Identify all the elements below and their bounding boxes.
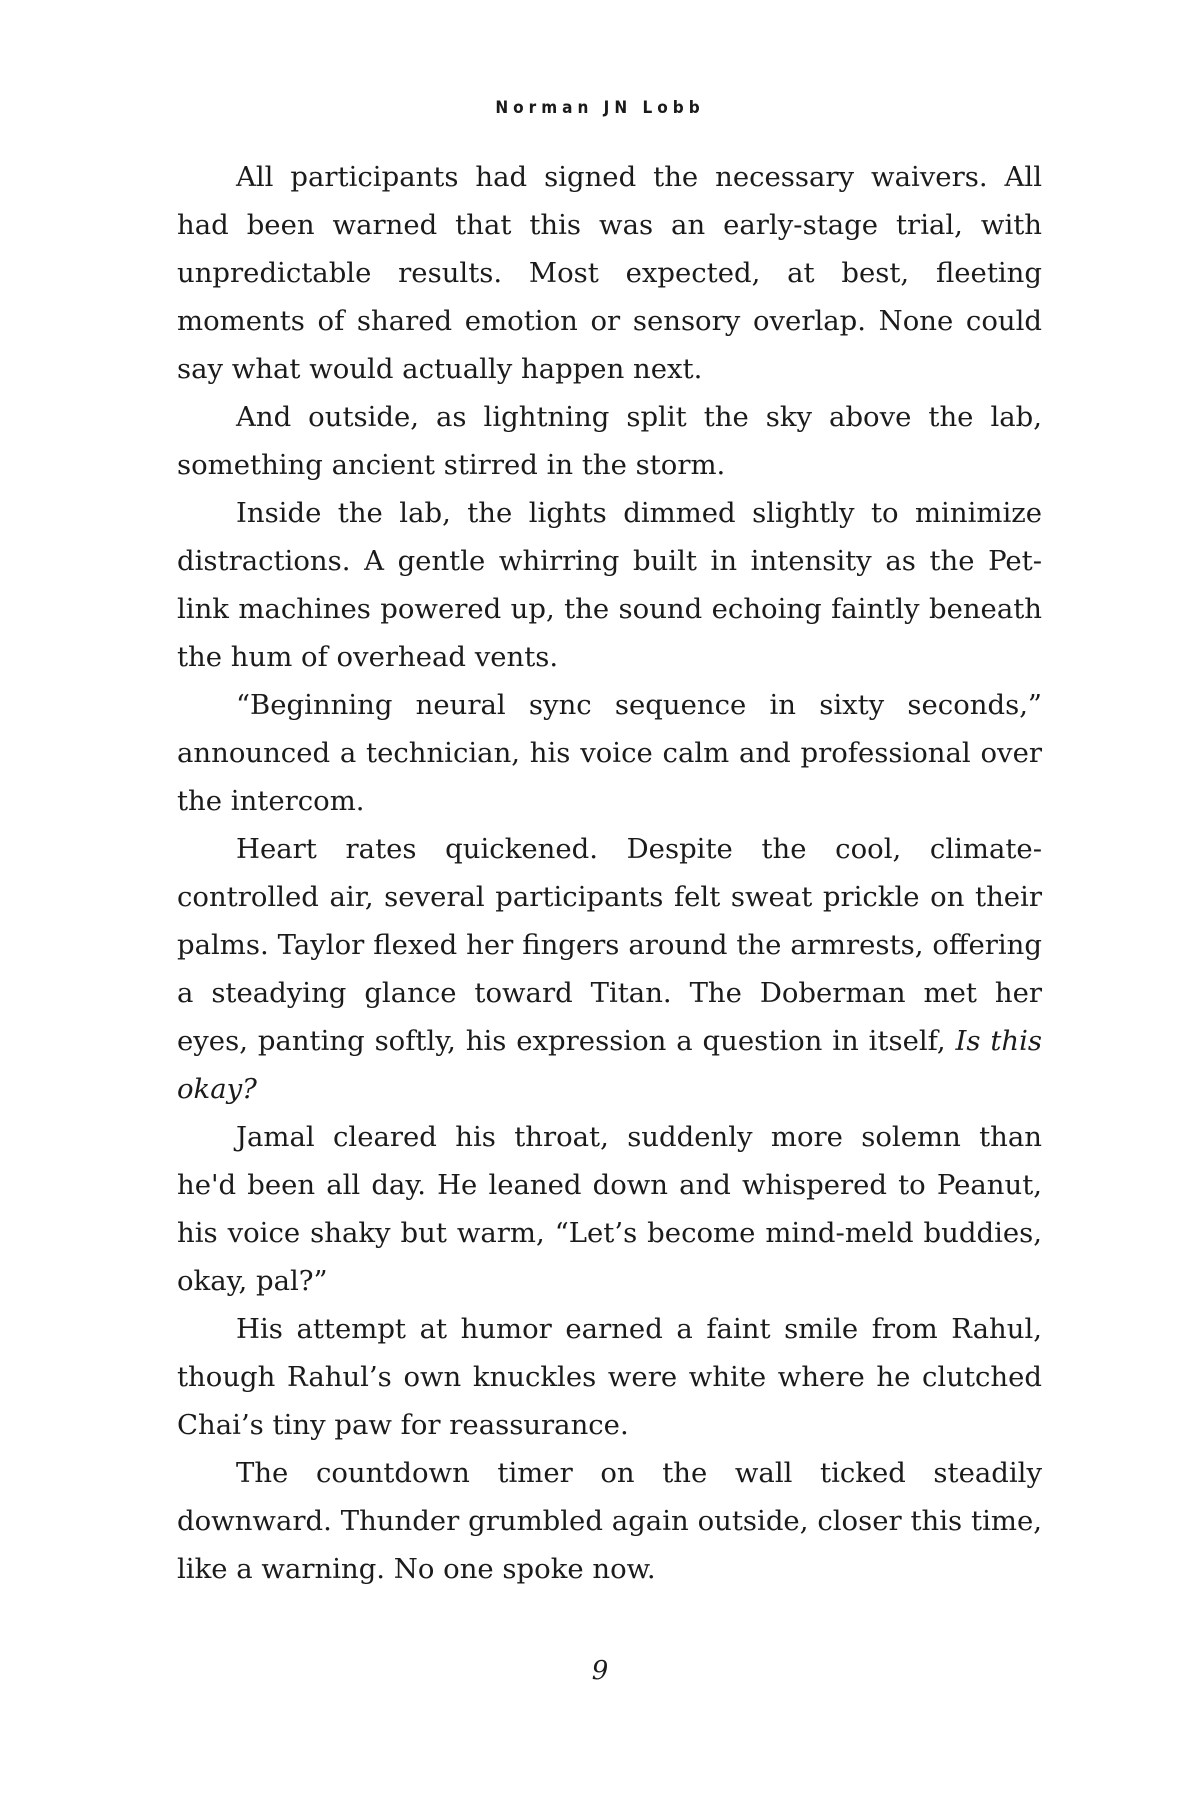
paragraph-3: Inside the lab, the lights dimmed slightly to minimize distractions. A gentle whirring built in intensity as the Pet-link machines powered up, the sound echoing faintly beneath the hum of overhead vents. [177, 497, 1042, 673]
paragraph-2: And outside, as lightning split the sky above the lab, something ancient stirred in the storm. [177, 401, 1042, 481]
paragraph-6: Jamal cleared his throat, suddenly more solemn than he'd been all day. He leaned down and whispered to Peanut, his voice shaky but warm, “Let’s become mind-meld buddies, okay, pal?” [177, 1121, 1042, 1297]
body-text [177, 153, 1042, 1593]
page-number: 9 [591, 1656, 609, 1686]
paragraph-1: All participants had signed the necessary waivers. All had been warned that this was an early-stage trial, with unpredictable results. Most expected, at best, fleeting moments of shared emotion or sensory overlap. None could say what would actually happen next. [177, 161, 1042, 385]
paragraph-8: The countdown timer on the wall ticked steadily downward. Thunder grumbled again outside, closer this time, like a warning. No one spoke now. [177, 1457, 1042, 1585]
paragraph-5-italic-question: Is this okay? [177, 1025, 1042, 1105]
paragraph-7: His attempt at humor earned a faint smile from Rahul, though Rahul’s own knuckles were white where he clutched Chai’s tiny paw for reassurance. [177, 1313, 1042, 1441]
paragraph-4: “Beginning neural sync sequence in sixty seconds,” announced a technician, his voice calm and professional over the intercom. [177, 689, 1042, 817]
paragraph-5 [177, 825, 1042, 1113]
running-head-author: Norman JN Lobb [495, 98, 705, 118]
paragraph-5-text: Heart rates quickened. Despite the cool, climate-controlled air, several participants felt sweat prickle on their palms. Taylor flexed her fingers around the armrests, offering a steadying glance toward Titan. The Doberman met her eyes, panting softly, his expression a question in itself, [177, 833, 1042, 1057]
